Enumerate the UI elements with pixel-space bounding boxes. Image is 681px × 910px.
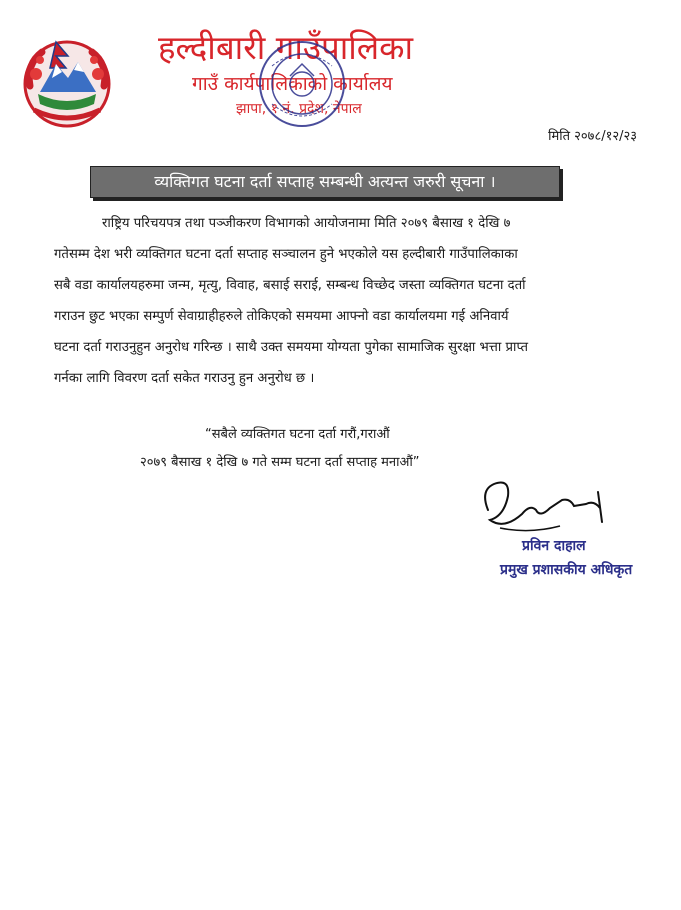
notice-date: मिति २०७८/१२/२३ <box>548 129 637 144</box>
office-name: गाउँ कार्यपालिकाको कार्यालय <box>192 73 393 95</box>
body-line: गर्नका लागि विवरण दर्ता सकेत गराउनु हुन अनुरोध छ । <box>54 371 315 386</box>
slogan-line-1: “सबैले व्यक्तिगत घटना दर्ता गरौं,गराऔं <box>205 427 390 442</box>
office-address: झापा, १ नं. प्रदेश, नेपाल <box>236 101 362 117</box>
office-seal-stamp <box>252 36 352 132</box>
notice-body <box>54 208 654 394</box>
notice-heading: व्यक्तिगत घटना दर्ता सप्ताह सम्बन्धी अत्यन्त जरुरी सूचना । <box>90 166 560 198</box>
body-line: गतेसम्म देश भरी व्यक्तिगत घटना दर्ता सप्ताह सञ्चालन हुने भएकोले यस हल्दीबारी गाउँपालिकाका <box>54 247 518 262</box>
nepal-emblem-icon <box>16 34 118 130</box>
signatory-name: प्रविन दाहाल <box>522 538 586 554</box>
body-line: राष्ट्रिय परिचयपत्र तथा पञ्जीकरण विभागको आयोजनामा मिति २०७९ बैसाख १ देखि ७ <box>102 216 511 231</box>
body-line: सबै वडा कार्यालयहरुमा जन्म, मृत्यु, विवाह, बसाई सराई, सम्बन्ध विच्छेद जस्ता व्यक्तिगत घटना दर्ता <box>54 278 526 293</box>
body-line: घटना दर्ता गराउनुहुन अनुरोध गरिन्छ । साथै उक्त समयमा योग्यता पुगेका सामाजिक सुरक्षा भत्ता प्राप्त <box>54 340 529 355</box>
municipality-name: हल्दीबारी गाउँपालिका <box>158 28 414 67</box>
handwritten-signature <box>470 470 620 540</box>
signatory-title: प्रमुख प्रशासकीय अधिकृत <box>500 562 633 578</box>
body-line: गराउन छुट भएका सम्पुर्ण सेवाग्राहीहरुले तोकिएको समयमा आफ्नो वडा कार्यालयमा गई अनिवार्य <box>54 309 509 324</box>
slogan-line-2: २०७९ बैसाख १ देखि ७ गते सम्म घटना दर्ता सप्ताह मनाऔं” <box>140 455 420 470</box>
